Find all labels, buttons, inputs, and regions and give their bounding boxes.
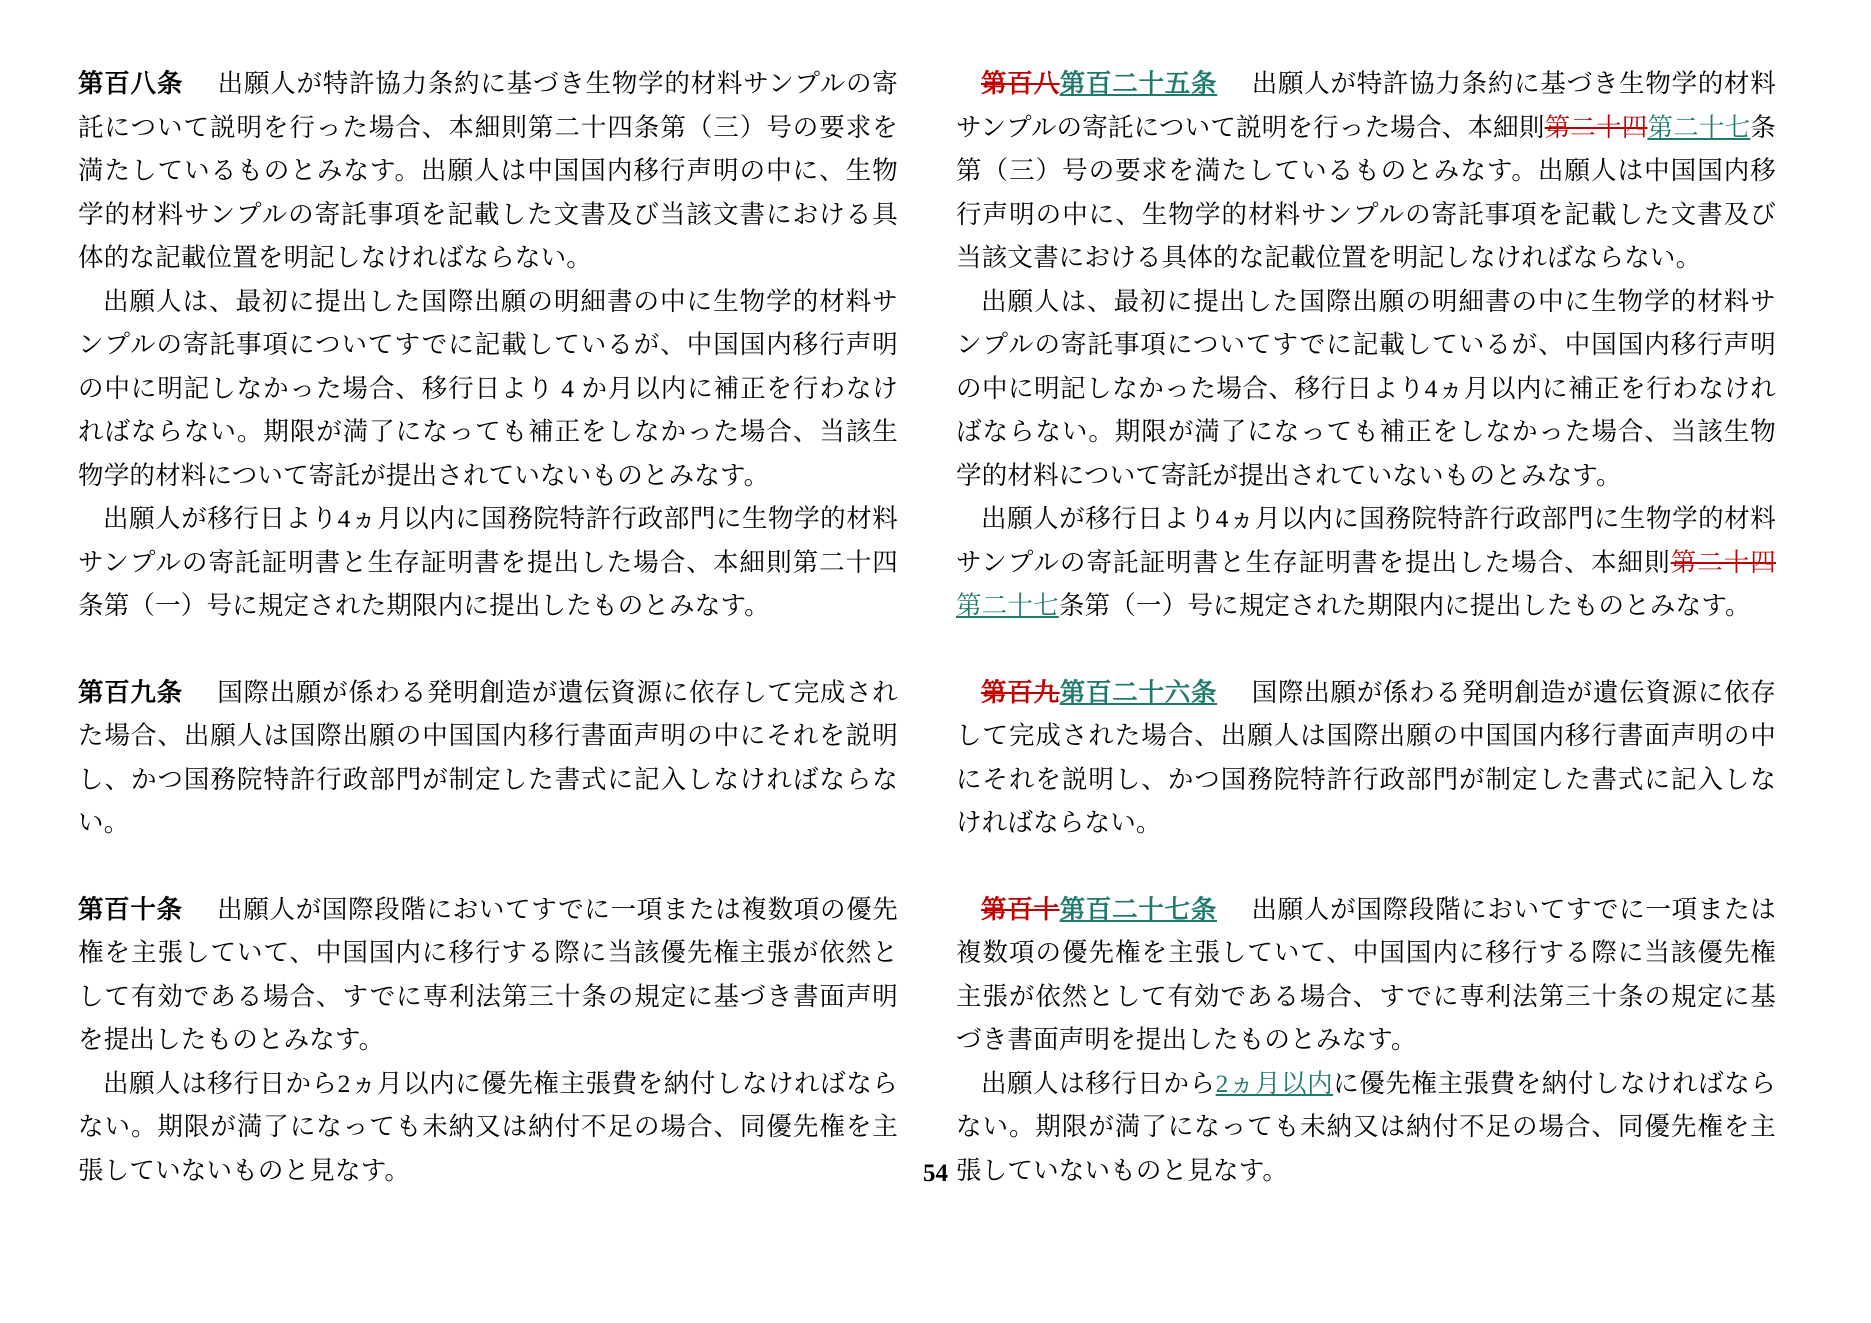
article-126-opening-paragraph [956,671,1776,845]
article-127-p2-text-part-1: 出願人は移行日から [981,1068,1216,1098]
article-110-paragraph-2: 出願人は移行日から2ヵ月以内に優先権主張費を納付しなければならない。期限が満了になっても未納又は納付不足の場合、同優先権を主張していないものと見なす。 [78,1068,898,1185]
article-109-heading: 第百九条 [78,677,183,707]
article-125-paragraph-2: 出願人は、最初に提出した国際出願の明細書の中に生物学的材料サンプルの寄託事項についてすでに記載しているが、中国国内移行声明の中に明記しなかった場合、移行日より4ヵ月以内に補正を行わなければならない。期限が満了になっても補正をしなかった場合、当該生物学的材料について寄託が提出されていないものとみなす。 [956,286,1776,490]
article-108-paragraph-2: 出願人は、最初に提出した国際出願の明細書の中に生物学的材料サンプルの寄託事項についてすでに記載しているが、中国国内移行声明の中に明記しなかった場合、移行日より 4 か月以内に補正を行わなければならない。期限が満了になっても補正をしなかった場合、当該生物学的材料について寄託が提出されていないものとみなす。 [78,286,898,490]
paragraph-gap [78,628,898,671]
article-125-text-part-1: 出願人が特許協力条約に基づき生物学的材料サンプルの寄託について説明を行った場合、本細則 [956,69,1776,142]
article-108-paragraph-3: 出願人が移行日より4ヵ月以内に国務院特許行政部門に生物学的材料サンプルの寄託証明書と生存証明書を提出した場合、本細則第二十四条第（一）号に規定された期限内に提出したものとみなす。 [78,504,898,620]
paragraph-gap [956,845,1776,888]
deleted-reference-article-24-second: 第二十四 [1670,547,1776,577]
article-109-opening-paragraph [78,671,898,845]
article-126-text: 国際出願が係わる発明創造が遺伝資源に依存して完成された場合、出願人は国際出願の中国国内移行書面声明の中にそれを説明し、かつ国務院特許行政部門が制定した書式に記入しなければならない。 [956,677,1776,837]
inserted-article-number-126: 第百二十六条 [1059,677,1218,707]
paragraph-gap [78,845,898,888]
inserted-reference-article-27-second: 第二十七 [956,591,1059,620]
deleted-article-number-109: 第百九 [981,677,1060,707]
article-108-opening-paragraph [78,62,898,280]
deleted-article-number-110: 第百十 [981,894,1060,924]
page-number: 54 [923,1160,948,1187]
left-column-original-text [78,62,898,1192]
right-column-revised-text [956,62,1776,1192]
article-125-paragraph-3 [956,497,1776,628]
inserted-reference-article-27: 第二十七 [1647,112,1751,142]
article-127-p2-text-part-2: に優先権主張費を納付しなければならない。期限が満了になっても未納又は納付不足の場合、同優先権を主張していないものと見なす。 [956,1068,1776,1185]
article-109-opening-text: 国際出願が係わる発明創造が遺伝資源に依存して完成された場合、出願人は国際出願の中国国内移行書面声明の中にそれを説明し、かつ国務院特許行政部門が制定した書式に記入しなければならない。 [78,677,899,837]
article-110-opening-text: 出願人が国際段階においてすでに一項または複数項の優先権を主張していて、中国国内に移行する際に当該優先権主張が依然として有効である場合、すでに専利法第三十条の規定に基づき書面声明を提出したものとみなす。 [78,894,898,1054]
deleted-article-number-108: 第百八 [981,69,1060,98]
inserted-article-number-125: 第百二十五条 [1059,69,1218,98]
article-108-opening-text: 出願人が特許協力条約に基づき生物学的材料サンプルの寄託について説明を行った場合、本細則第二十四条第（三）号の要求を満たしているものとみなす。出願人は中国国内移行声明の中に、生物学的材料サンプルの寄託事項を記載した文書及び当該文書における具体的な記載位置を明記しなければならない。 [78,69,898,272]
article-127-opening-paragraph [956,888,1776,1062]
deleted-reference-article-24: 第二十四 [1544,112,1648,142]
article-127-text: 出願人が国際段階においてすでに一項または複数項の優先権を主張していて、中国国内に移行する際に当該優先権主張が依然として有効である場合、すでに専利法第三十条の規定に基づき書面声明を提出したものとみなす。 [956,894,1776,1054]
article-125-p3-text-part-2: 条第（一）号に規定された期限内に提出したものとみなす。 [1058,591,1751,620]
article-108-heading: 第百八条 [78,69,184,98]
article-110-opening-paragraph [78,888,898,1062]
inserted-deadline-two-months: 2ヵ月以内 [1215,1068,1334,1098]
article-125-opening-paragraph [956,62,1776,280]
paragraph-gap [956,628,1776,671]
article-125-p3-text-part-1: 出願人が移行日より4ヵ月以内に国務院特許行政部門に生物学的材料サンプルの寄託証明書と生存証明書を提出した場合、本細則 [956,504,1776,577]
article-125-text-part-2: 条第（三）号の要求を満たしているものとみなす。出願人は中国国内移行声明の中に、生物学的材料サンプルの寄託事項を記載した文書及び当該文書における具体的な記載位置を明記しなければならない。 [956,112,1776,272]
inserted-article-number-127: 第百二十七条 [1059,894,1217,924]
two-column-layout [78,62,1793,1192]
article-110-heading: 第百十条 [78,894,183,924]
